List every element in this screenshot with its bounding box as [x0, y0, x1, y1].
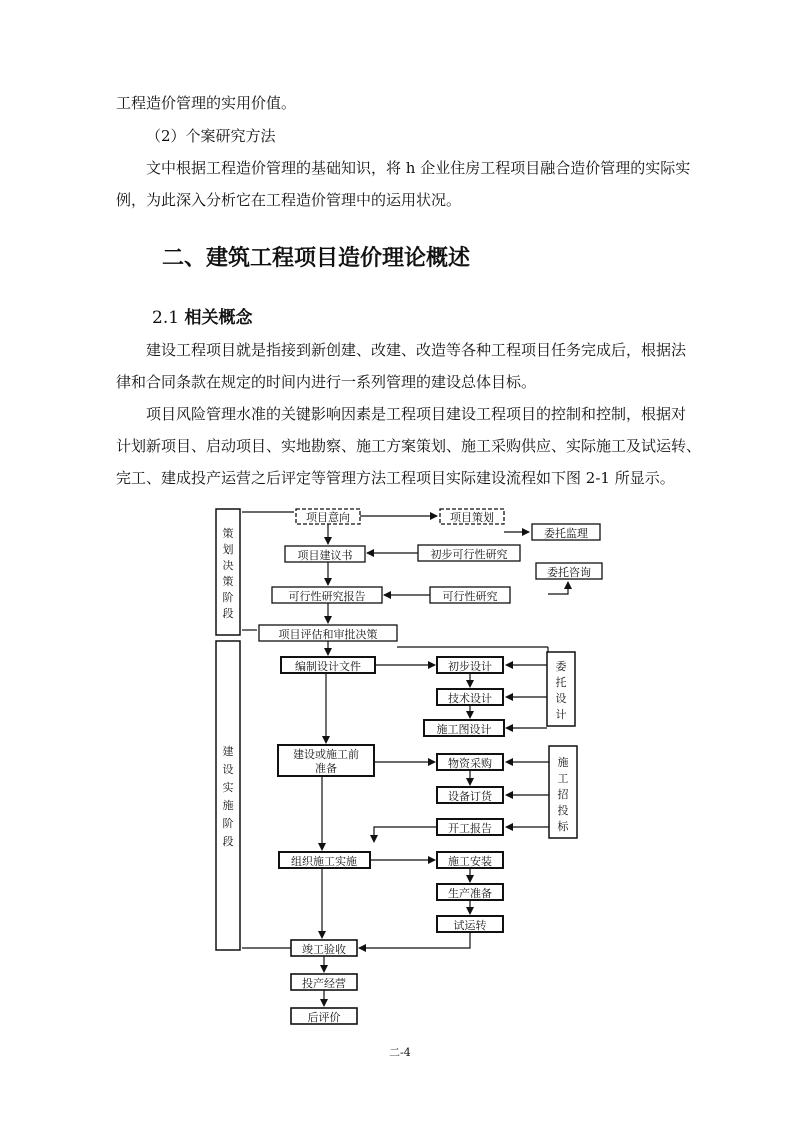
node-entrust-consult: 委托咨询	[547, 566, 591, 579]
phase-build-label: 阶	[222, 817, 234, 830]
node-project-planning: 项目策划	[450, 511, 494, 524]
node-post-evaluation: 后评价	[307, 1011, 341, 1024]
subsection-title: 相关概念	[184, 308, 253, 328]
node-design-docs: 编制设计文件	[295, 660, 361, 673]
phase-build-label: 实	[222, 781, 234, 794]
node-entrust-design: 托	[555, 676, 567, 689]
node-construction-bidding: 投	[557, 804, 569, 817]
connector-arrow	[548, 582, 568, 594]
paragraph-line: 例，为此深入分析它在工程造价管理中的运用状况。	[116, 191, 462, 209]
node-tech-design: 技术设计	[448, 692, 492, 705]
page-number: 二-4	[389, 1046, 411, 1059]
phase-plan-label: 策	[222, 575, 234, 588]
connector-arrow	[374, 827, 437, 842]
node-entrust-design: 委	[555, 660, 567, 673]
node-pre-construction: 建设或施工前	[293, 748, 359, 761]
node-operation: 投产经营	[302, 977, 346, 990]
node-prelim-design: 初步设计	[448, 660, 492, 673]
node-material-purchase: 物资采购	[448, 757, 492, 770]
node-evaluation-approval: 项目评估和审批决策	[278, 628, 378, 641]
phase-plan-label: 策	[222, 527, 234, 540]
paragraph-line: 项目风险管理水准的关键影响因素是工程项目建设工程项目的控制和控制，根据对	[146, 405, 687, 423]
paragraph-line: 完工、建成投产运营之后评定等管理方法工程项目实际建设流程如下图 2-1 所显示。	[116, 469, 675, 487]
phase-plan-label: 阶	[222, 591, 234, 604]
node-prelim-feasibility: 初步可行性研究	[430, 548, 508, 561]
phase-build-label: 设	[222, 763, 234, 776]
phase-plan-label: 决	[222, 559, 234, 572]
phase-build-label: 建	[222, 745, 234, 758]
node-construction-bidding: 标	[557, 820, 569, 833]
paragraph-line: 建设工程项目就是指接到新创建、改建、改造等各种工程项目任务完成后，根据法	[146, 341, 687, 359]
phase-build-box	[216, 641, 240, 950]
node-construction-drawing: 施工图设计	[436, 723, 492, 736]
node-feasibility-study: 可行性研究	[442, 590, 498, 603]
node-entrust-design: 设	[555, 692, 567, 705]
node-proposal: 项目建议书	[297, 549, 353, 562]
section-heading: 二、建筑工程项目造价理论概述	[162, 246, 471, 271]
connector-arrow	[359, 932, 470, 948]
node-completion-acceptance: 竣工验收	[302, 943, 346, 956]
node-feasibility-report: 可行性研究报告	[288, 590, 366, 603]
node-entrust-design: 计	[555, 708, 567, 721]
phase-build-label: 施	[222, 799, 234, 812]
node-installation: 施工安装	[448, 855, 492, 868]
phase-plan-label: 段	[222, 607, 234, 620]
node-organize-construction: 组织施工实施	[291, 855, 357, 868]
paragraph-line: （2）个案研究方法	[146, 127, 276, 145]
node-production-prep: 生产准备	[448, 887, 492, 900]
subsection-number: 2.1	[152, 308, 180, 328]
paragraph-line: 工程造价管理的实用价值。	[116, 94, 297, 112]
phase-build-label: 段	[222, 835, 234, 848]
paragraph-line: 文中根据工程造价管理的基础知识，将 h 企业住房工程项目融合造价管理的实际实	[146, 159, 691, 177]
node-entrust-supervision: 委托监理	[544, 527, 588, 540]
node-project-intent: 项目意向	[306, 511, 350, 524]
node-construction-bidding: 工	[557, 772, 569, 785]
paragraph-line: 律和合同条款在规定的时间内进行一系列管理的建设总体目标。	[116, 373, 537, 391]
node-trial-run: 试运转	[453, 919, 487, 932]
paragraph-line: 计划新项目、启动项目、实地勘察、施工方案策划、施工采购供应、实际施工及试运转、	[116, 437, 702, 455]
node-start-report: 开工报告	[448, 822, 492, 835]
phase-plan-label: 划	[222, 543, 234, 556]
node-equipment-order: 设备订货	[448, 790, 492, 803]
node-construction-bidding: 招	[557, 788, 569, 801]
node-construction-bidding: 施	[557, 756, 569, 769]
node-pre-construction: 准备	[315, 762, 337, 775]
